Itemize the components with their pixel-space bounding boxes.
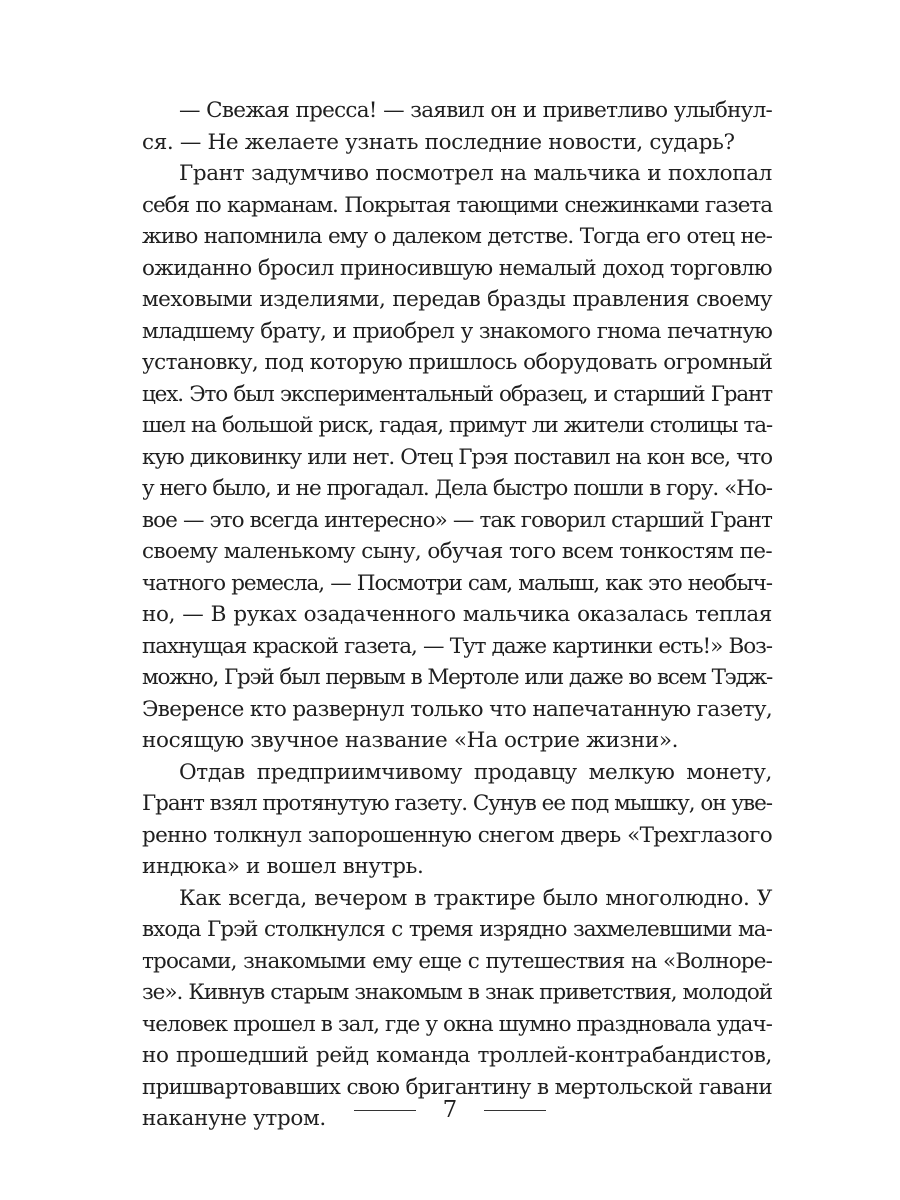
folio-rule-left: [354, 1110, 416, 1111]
text-line: индюка» и вошел внутрь.: [142, 854, 424, 879]
text-line: человек прошел в зал, где у окна шумно праздновала удач-: [142, 1011, 772, 1037]
text-line: чатного ремесла, — Посмотри сам, малыш, как это необыч-: [142, 570, 772, 596]
text-line: носящую звучное название «На острие жизни».: [142, 728, 679, 753]
text-line: живо напомнила ему о далеком детстве. Тогда его отец не-: [142, 224, 772, 249]
text-line: Отдав предприимчивому продавцу мелкую монету,: [179, 759, 772, 785]
text-line: но прошедший рейд команда троллей-контрабандистов,: [142, 1043, 772, 1068]
text-line: шел на большой риск, гадая, примут ли жители столицы та-: [142, 413, 772, 438]
text-line: меховыми изделиями, передав бразды правления своему: [142, 287, 772, 312]
folio-rule-right: [484, 1110, 546, 1111]
text-line: своему маленькому сыну, обучая того всем тонкостям пе-: [142, 539, 772, 564]
text-line: пришвартовавших свою бригантину в мертольской гавани: [142, 1074, 772, 1100]
text-line: зе». Кивнув старым знакомым в знак приветствия, молодой: [142, 980, 772, 1005]
text-line: Как всегда, вечером в трактире было многолюдно. У: [179, 885, 772, 911]
page-number: 7: [442, 1097, 458, 1123]
text-line: ренно толкнул запорошенную снегом дверь «Трехглазого: [142, 822, 772, 848]
text-line: но, — В руках озадаченного мальчика оказалась теплая: [142, 602, 772, 627]
text-line: Грант взял протянутую газету. Сунув ее под мышку, он уве-: [142, 791, 772, 816]
text-line: тросами, знакомыми ему еще с путешествия на «Волноре-: [142, 948, 772, 974]
text-line: накануне утром.: [142, 1106, 326, 1131]
text-line: ожиданно бросил приносившую немалый доход торговлю: [142, 255, 772, 281]
text-line: себя по карманам. Покрытая тающими снежинками газета: [142, 192, 772, 218]
text-line: вое — это всегда интересно» — так говорил старший Грант: [142, 507, 772, 533]
text-line: ся. — Не желаете узнать последние новости, сударь?: [142, 129, 735, 155]
text-line: пахнущая краской газета, — Тут даже картинки есть!» Воз-: [142, 633, 772, 659]
text-line: Эверенсе кто развернул только что напечатанную газету,: [142, 696, 773, 722]
text-line: Грант задумчиво посмотрел на мальчика и похлопал: [179, 161, 772, 186]
page-footer: [0, 1095, 900, 1125]
text-line: у него было, и не прогадал. Дела быстро пошли в гору. «Но-: [142, 476, 772, 501]
text-line: цех. Это был экспериментальный образец, и старший Грант: [142, 381, 772, 407]
text-line: — Свежая пресса! — заявил он и приветливо улыбнул-: [179, 98, 772, 123]
text-line: можно, Грэй был первым в Мертоле или даже во всем Тэдж-: [142, 665, 772, 690]
text-line: кую диковинку или нет. Отец Грэя поставил на кон все, что: [142, 444, 772, 470]
text-line: младшему брату, и приобрел у знакомого гнома печатную: [142, 318, 772, 344]
page-body: [142, 95, 772, 1135]
text-line: установку, под которую пришлось оборудовать огромный: [142, 350, 773, 375]
text-line: входа Грэй столкнулся с тремя изрядно захмелевшими ма-: [142, 917, 772, 942]
